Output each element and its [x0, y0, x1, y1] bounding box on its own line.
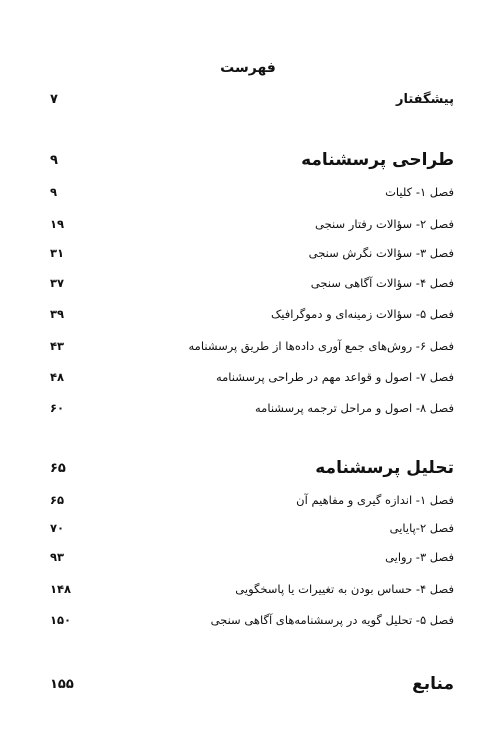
- toc-label: فصل ۸- اصول و مراحل ترجمه پرسشنامه: [255, 401, 454, 415]
- toc-chapter[interactable]: [50, 398, 454, 418]
- toc-part-heading-analysis[interactable]: [50, 454, 454, 482]
- toc-label: منابع: [412, 674, 454, 694]
- toc-page-number: ۱۹: [50, 217, 65, 231]
- toc-chapter[interactable]: [50, 579, 454, 599]
- toc-label: فصل ۴- حساس بودن به تغییرات یا پاسخگویی: [235, 582, 454, 596]
- toc-label: فصل ۵- سؤالات زمینه‌ای و دموگرافیک: [270, 307, 454, 321]
- toc-page-number: ۶۵: [50, 460, 66, 476]
- toc-chapter[interactable]: [50, 243, 454, 263]
- toc-part-heading-design[interactable]: [50, 146, 454, 174]
- toc-label: فصل ۲- سؤالات رفتار سنجی: [315, 217, 454, 231]
- toc-label: فصل ۳- روایی: [385, 550, 454, 564]
- toc-label: پیشگفتار: [395, 91, 454, 107]
- toc-page-number: ۴۸: [50, 370, 65, 384]
- toc-page-number: ۱۵۵: [50, 676, 74, 692]
- toc-chapter[interactable]: [50, 273, 454, 293]
- toc-page-number: ۱۴۸: [50, 582, 72, 596]
- toc-chapter[interactable]: [50, 304, 454, 324]
- toc-label: تحلیل پرسشنامه: [315, 458, 454, 478]
- toc-page-number: ۷: [50, 91, 58, 107]
- toc-label: فصل ۳- سؤالات نگرش سنجی: [308, 246, 454, 260]
- toc-page-number: ۴۳: [50, 339, 65, 353]
- toc-page-number: ۹: [50, 185, 58, 199]
- toc-label: فصل ۴- سؤالات آگاهی سنجی: [310, 276, 454, 290]
- toc-label: فصل ۱- اندازه گیری و مفاهیم آن: [296, 493, 454, 507]
- toc-label: فصل ۱- کلیات: [385, 185, 454, 199]
- toc-page-number: ۹: [50, 152, 58, 168]
- toc-chapter[interactable]: [50, 214, 454, 234]
- toc-entry-references[interactable]: [50, 670, 454, 698]
- toc-label: فصل ۶- روش‌های جمع آوری داده‌ها از طریق پرسشنامه: [188, 339, 454, 353]
- page-title: فهرست: [220, 60, 276, 76]
- toc-label: طراحی پرسشنامه: [301, 150, 454, 170]
- toc-page-number: ۱۵۰: [50, 613, 72, 627]
- toc-chapter[interactable]: [50, 610, 454, 630]
- toc-page-number: ۶۰: [50, 401, 65, 415]
- toc-page-number: ۳۱: [50, 246, 65, 260]
- toc-chapter[interactable]: [50, 518, 454, 538]
- toc-chapter[interactable]: [50, 182, 454, 202]
- toc-chapter[interactable]: [50, 547, 454, 567]
- toc-label: فصل ۷- اصول و قواعد مهم در طراحی پرسشنامه: [215, 370, 454, 384]
- toc-page-number: ۳۷: [50, 276, 65, 290]
- toc-page-number: ۹۳: [50, 550, 65, 564]
- toc-entry-preface[interactable]: [50, 88, 454, 110]
- toc-label: فصل ۵- تحلیل گویه در پرسشنامه‌های آگاهی سنجی: [210, 613, 454, 627]
- toc-chapter[interactable]: [50, 367, 454, 387]
- toc-label: فصل ۲-پایایی: [389, 521, 454, 535]
- toc-page-number: ۳۹: [50, 307, 65, 321]
- toc-page-number: ۶۵: [50, 493, 65, 507]
- toc-page-number: ۷۰: [50, 521, 65, 535]
- toc-chapter[interactable]: [50, 336, 454, 356]
- toc-chapter[interactable]: [50, 490, 454, 510]
